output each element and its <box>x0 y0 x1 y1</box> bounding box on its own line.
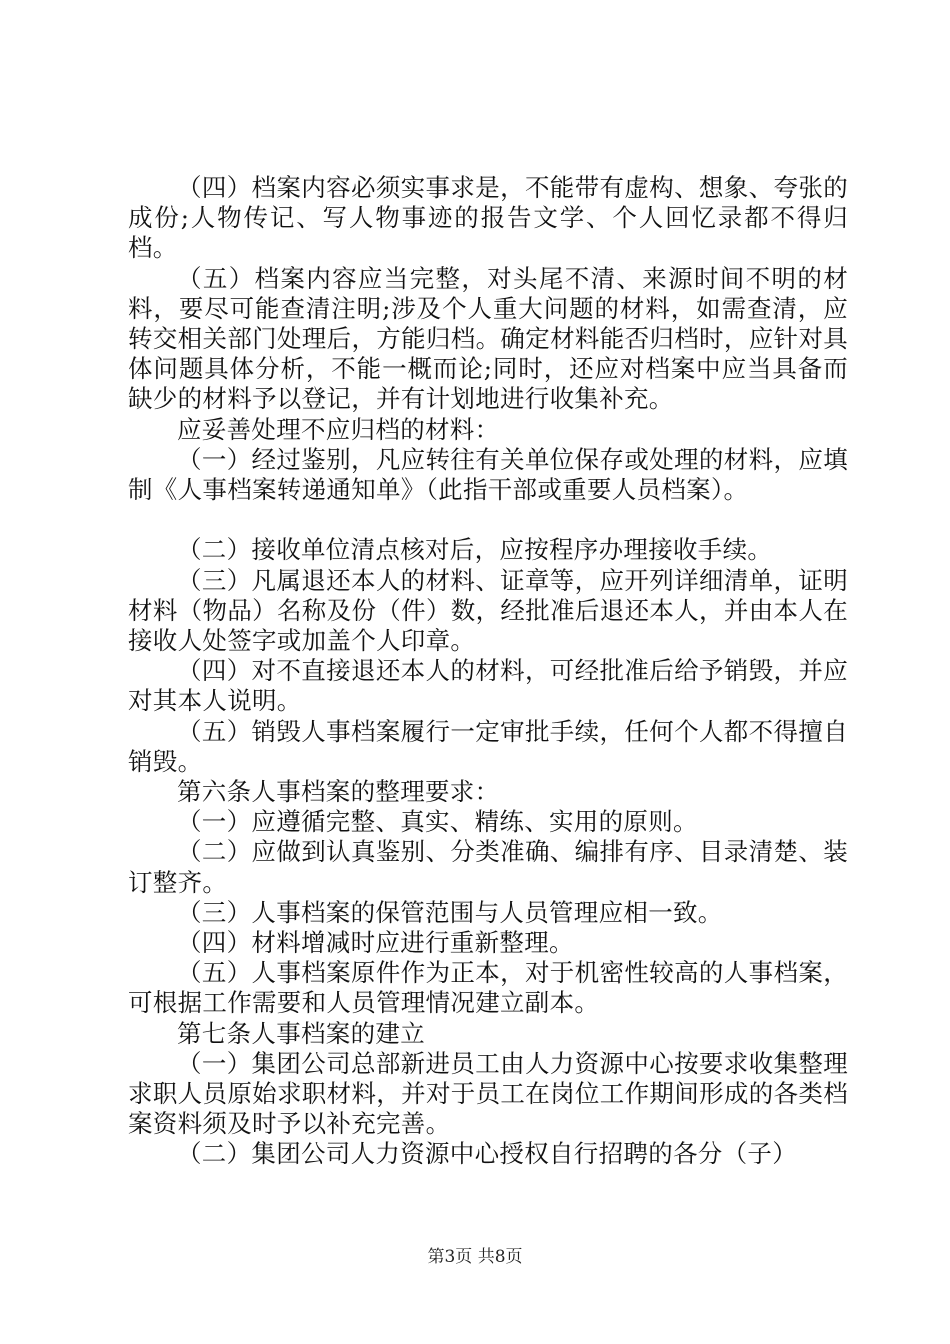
paragraph-transfer-notice: （一）经过鉴别，凡应转往有关单位保存或处理的材料，应填制《人事档案转递通知单》（此指干部或重要人员档案）。 <box>128 444 848 505</box>
paragraph-article-6-item-2: （二）应做到认真鉴别、分类准确、编排有序、目录清楚、装订整齐。 <box>128 837 848 897</box>
article-6-heading: 第六条人事档案的整理要求： <box>177 777 500 807</box>
paragraph-article-7-item-1: （一）集团公司总部新进员工由人力资源中心按要求收集整理求职人员原始求职材料，并对于员工在岗位工作期间形成的各类档案资料须及时予以补充完善。 <box>128 1048 848 1139</box>
paragraph-article-6-item-1: （一）应遵循完整、真实、精练、实用的原则。 <box>177 807 698 837</box>
paragraph-receiving-procedure: （二）接收单位清点核对后，应按程序办理接收手续。 <box>177 535 773 565</box>
page-number-footer: 第3页 共8页 <box>427 1247 523 1267</box>
paragraph-article-6-item-5: （五）人事档案原件作为正本，对于机密性较高的人事档案，可根据工作需要和人员管理情况建立副本。 <box>128 958 848 1018</box>
paragraph-article-7-item-2: （二）集团公司人力资源中心授权自行招聘的各分（子） <box>177 1139 797 1169</box>
document-body <box>128 173 848 1170</box>
paragraph-destroy-with-approval: （四）对不直接退还本人的材料，可经批准后给予销毁，并应对其本人说明。 <box>128 656 848 716</box>
paragraph-archive-truthfulness: （四）档案内容必须实事求是，不能带有虚构、想象、夸张的成份;人物传记、写人物事迹的报告文学、个人回忆录都不得归档。 <box>128 173 848 263</box>
paragraph-return-materials: （三）凡属退还本人的材料、证章等，应开列详细清单，证明材料（物品）名称及份（件）数，经批准后退还本人，并由本人在接收人处签字或加盖个人印章。 <box>128 565 848 656</box>
paragraph-article-6-item-3: （三）人事档案的保管范围与人员管理应相一致。 <box>177 897 723 927</box>
article-7-heading: 第七条人事档案的建立 <box>177 1018 425 1048</box>
paragraph-archive-completeness: （五）档案内容应当完整，对头尾不清、来源时间不明的材料，要尽可能查清注明;涉及个人重大问题的材料，如需查清，应转交相关部门处理后，方能归档。确定材料能否归档时，应针对具体问题具体分析，不能一概而论;同时，还应对档案中应当具备而缺少的材料予以登记，并有计划地进行收集补充。 <box>128 263 848 414</box>
paragraph-non-archive-heading: 应妥善处理不应归档的材料： <box>177 414 500 444</box>
paragraph-destroy-procedure: （五）销毁人事档案履行一定审批手续，任何个人都不得擅自销毁。 <box>128 716 848 776</box>
paragraph-article-6-item-4: （四）材料增减时应进行重新整理。 <box>177 928 574 958</box>
